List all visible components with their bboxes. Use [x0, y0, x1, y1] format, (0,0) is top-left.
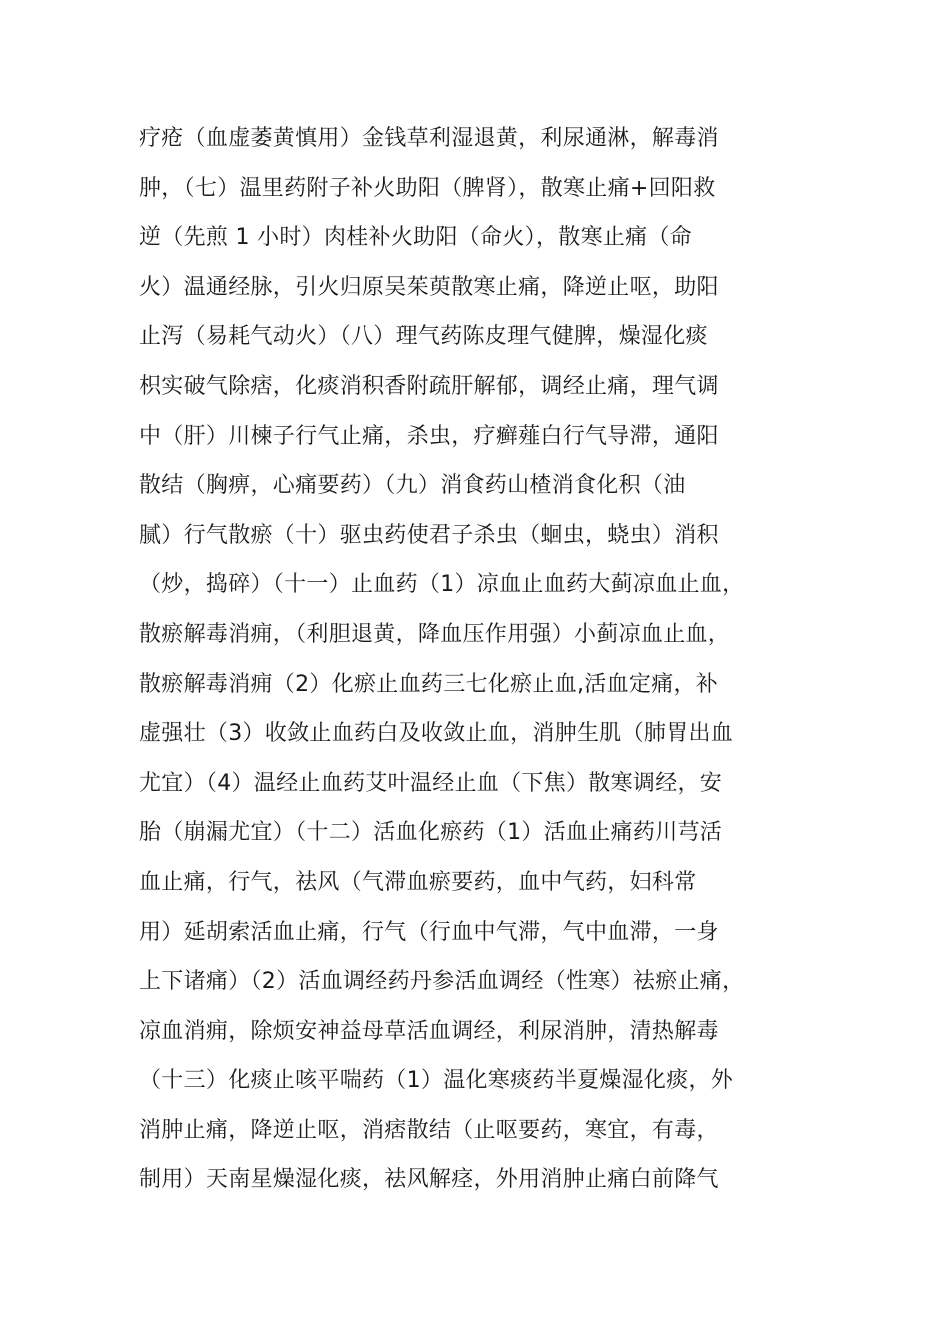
text-line: 制用）天南星燥湿化痰，祛风解痉，外用消肿止痛白前降气 [139, 1167, 719, 1193]
text-line: 逆（先煎 1 小时）肉桂补火助阳（命火），散寒止痛（命 [139, 225, 693, 251]
text-line: 火）温通经脉，引火归原吴茱萸散寒止痛，降逆止呕，助阳 [139, 274, 719, 300]
text-line: 中（肝）川楝子行气止痛，杀虫，疗癣薤白行气导滞，通阳 [139, 423, 719, 449]
text-line: 腻）行气散瘀（十）驱虫药使君子杀虫（蛔虫，蛲虫）消积 [139, 522, 719, 548]
text-line: （十三）化痰止咳平喘药（1）温化寒痰药半夏燥湿化痰，外 [139, 1068, 734, 1094]
text-line: 虚强壮（3）收敛止血药白及收敛止血，消肿生肌（肺胃出血 [139, 721, 734, 747]
text-line: 尤宜）（4）温经止血药艾叶温经止血（下焦）散寒调经，安 [139, 770, 723, 796]
text-line: 血止痛，行气，祛风（气滞血瘀要药，血中气药，妇科常 [139, 869, 697, 895]
body-text [139, 114, 839, 1205]
text-line: 散瘀解毒消痈，（利胆退黄，降血压作用强）小蓟凉血止血， [139, 621, 731, 647]
text-line: 用）延胡索活血止痛，行气（行血中气滞，气中血滞，一身 [139, 919, 719, 945]
text-line: 疗疮（血虚萎黄慎用）金钱草利湿退黄，利尿通淋，解毒消 [139, 126, 719, 151]
text-line: 凉血消痈，除烦安神益母草活血调经，利尿消肿，清热解毒 [139, 1018, 719, 1044]
text-line: （炒，捣碎）（十一）止血药（1）凉血止血药大蓟凉血止血， [139, 572, 745, 598]
text-line: 止泻（易耗气动火）（八）理气药陈皮理气健脾，燥湿化痰 [139, 324, 708, 350]
text-line: 散瘀解毒消痈（2）化瘀止血药三七化瘀止血,活血定痛，补 [139, 671, 719, 697]
text-line: 散结（胸痹，心痛要药）（九）消食药山楂消食化积（油 [139, 473, 686, 499]
text-line: 上下诸痛）（2）活血调经药丹参活血调经（性寒）祛瘀止痛， [139, 969, 745, 995]
text-line: 消肿止痛，降逆止呕，消痞散结（止呕要药，寒宜，有毒， [139, 1117, 719, 1143]
text-line: 枳实破气除痞，化痰消积香附疏肝解郁，调经止痛，理气调 [139, 373, 719, 399]
text-line: 胎（崩漏尤宜）（十二）活血化瘀药（1）活血止痛药川芎活 [139, 820, 723, 846]
text-line: 肿，（七）温里药附子补火助阳（脾肾），散寒止痛+回阳救 [139, 175, 716, 201]
